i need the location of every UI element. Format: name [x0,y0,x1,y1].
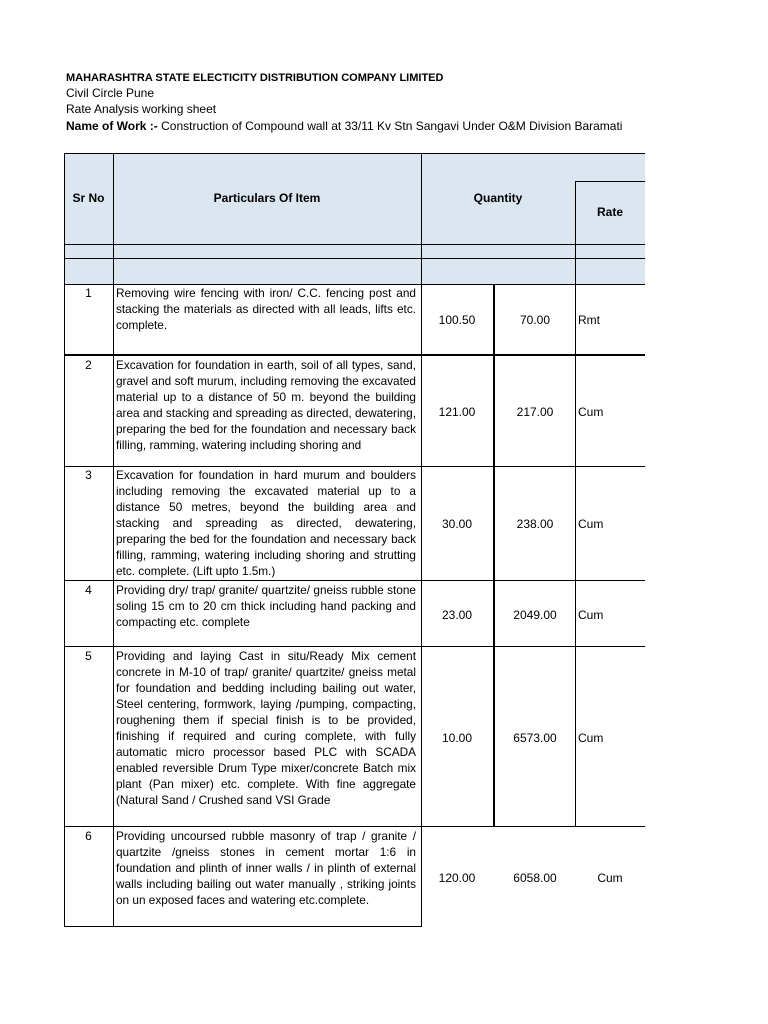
row-4-sr: 4 [85,583,92,597]
col-divider-particulars [421,153,422,927]
row-5-sr: 5 [85,649,92,663]
header-sr-no: Sr No [72,191,105,205]
sheet-title: Rate Analysis working sheet [66,102,217,116]
row-5-quantity: 10.00 [441,731,473,745]
header-particulars: Particulars Of Item [213,191,321,205]
row-3-unit: Cum [578,517,604,531]
company-name: MAHARASHTRA STATE ELECTICITY DISTRIBUTION COMPANY LIMITED [66,72,444,84]
rate-header-divider [575,181,645,182]
row-3-rate: 238.00 [516,517,554,531]
row-divider-1 [64,354,645,356]
header-divider-2 [64,258,645,259]
row-4-description: Providing dry/ trap/ granite/ quartzite/ gneiss rubble stone soling 15 cm to 20 cm thick including hand packing and compacting etc. complete [116,583,416,629]
col-divider-rate [575,181,576,826]
header-quantity: Quantity [473,191,523,205]
row-6-quantity: 120.00 [438,871,476,885]
row-1-quantity: 100.50 [438,313,476,327]
row-divider-4 [64,646,645,647]
row-2-description: Excavation for foundation in earth, soil of all types, sand, gravel and soft murum, including removing the excavated material up to a distance of 50 m. beyond the building area and stacking and spreading as directed, dewatering, preparing the bed for the foundation and necessary back filling, ramming, watering including shoring and [116,358,416,452]
row-4-quantity: 23.00 [441,608,473,622]
work-label: Name of Work :- [66,119,158,133]
row-6-description: Providing uncoursed rubble masonry of trap / granite / quartzite /gneiss stones in cement mortar 1:6 in foundation and plinth of inner walls / in plinth of external walls including bailing out water manually , striking joints on un exposed faces and watering etc.complete. [116,829,416,907]
row-3-quantity: 30.00 [441,517,473,531]
row-4-unit: Cum [578,608,604,622]
row-6-rate: 6058.00 [513,871,557,885]
row-2-quantity: 121.00 [438,405,476,419]
row-1-rate: 70.00 [519,313,551,327]
row-2-unit: Cum [578,405,604,419]
name-of-work [66,118,768,134]
col-divider-sr [113,153,114,927]
row-2-rate: 217.00 [516,405,554,419]
row-4-rate: 2049.00 [513,608,557,622]
header-divider-1 [64,244,645,245]
row-6-sr: 6 [85,829,92,843]
row-3-description: Excavation for foundation in hard murum and boulders including removing the excavated material up to a distance 50 metres, beyond the building area and stacking and spreading as directed, dewatering, preparing the bed for the foundation and necessary back filling, ramming, watering including shoring and strutting etc. complete. (Lift upto 1.5m.) [116,468,416,578]
table-border-top [64,153,645,154]
row-5-description: Providing and laying Cast in situ/Ready Mix cement concrete in M-10 of trap/ granite/ quartzite/ gneiss metal for foundation and bedding including bailing out water, Steel centering, formwork, laying /pumping, compacting, roughening them if special finish is to be provided, finishing if required and curing complete, with fully automatic micro processor based PLC with SCADA enabled reversible Drum Type mixer/concrete Batch mix plant (Pan mixer) etc. complete. With fine aggregate (Natural Sand / Crushed sand VSI Grade [116,649,416,807]
row-2-sr: 2 [85,358,92,372]
row-divider-3 [64,580,645,581]
row-1-unit: Rmt [578,313,600,327]
header-shade-row3 [64,258,645,284]
row-1-sr: 1 [85,286,92,300]
row-3-sr: 3 [85,468,92,482]
circle-name: Civil Circle Pune [66,86,155,100]
table-border-bottom [64,926,422,927]
header-shade-row2 [64,244,645,258]
row-6-unit: Cum [597,871,623,885]
header-rate: Rate [596,205,623,219]
row-5-unit: Cum [578,731,604,745]
row-5-rate: 6573.00 [513,731,557,745]
table-border-left [64,153,65,927]
row-divider-5 [64,826,645,827]
work-value: Construction of Compound wall at 33/11 Kv Stn Sangavi Under O&M Division Baramati [161,119,623,133]
row-1-description: Removing wire fencing with iron/ C.C. fencing post and stacking the materials as directed with all leads, lifts etc. complete. [116,286,416,332]
